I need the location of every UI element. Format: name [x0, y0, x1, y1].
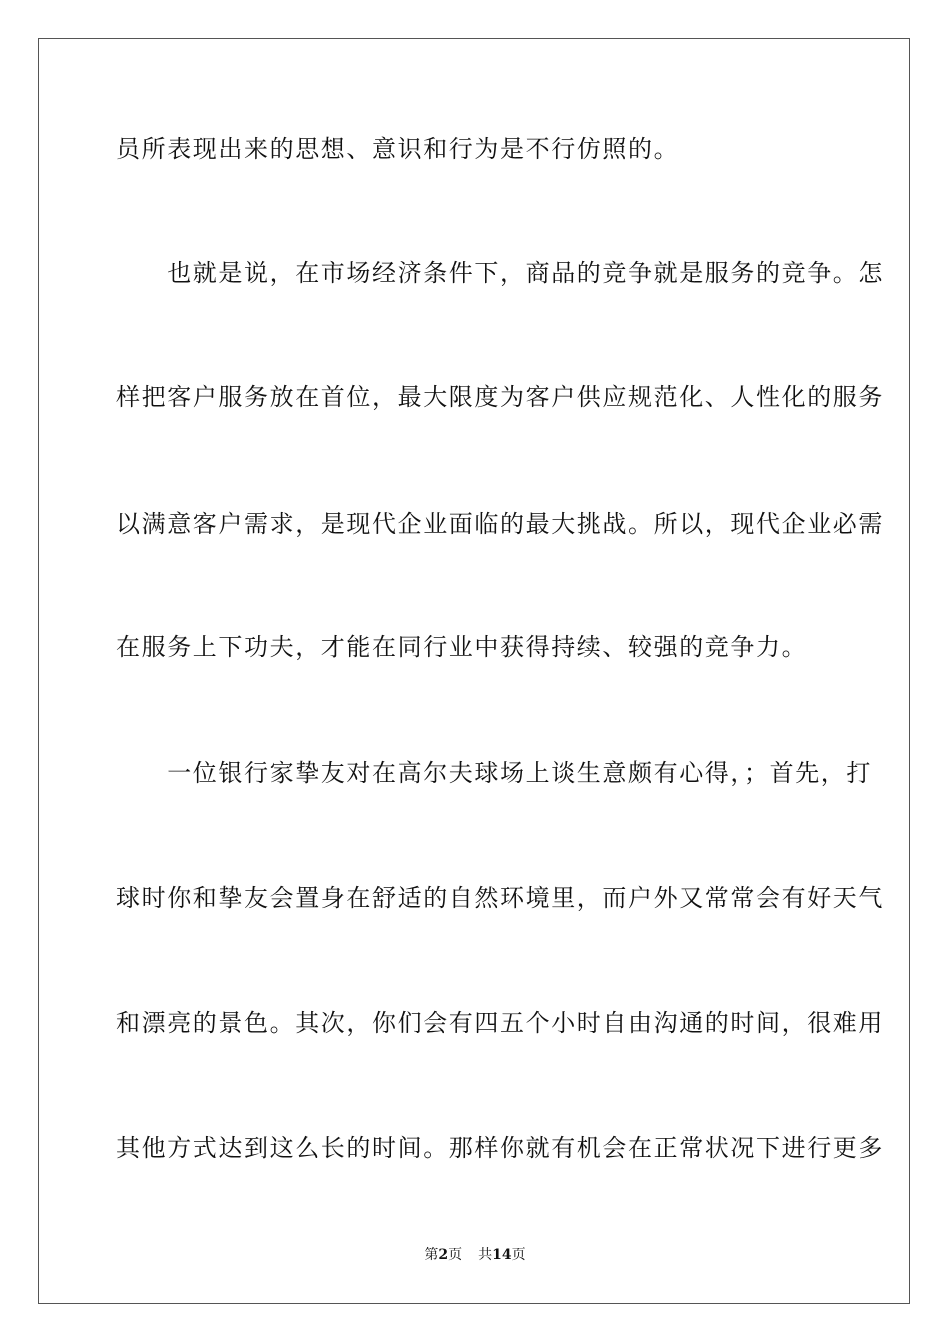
text-line-5: 在服务上下功夫，才能在同行业中获得持续、较强的竞争力。 [116, 633, 808, 661]
total-suffix: 页 [511, 1247, 526, 1263]
total-pages: 14 [492, 1247, 512, 1263]
text-line-1: 员所表现出来的思想、意识和行为是不行仿照的。 [116, 135, 680, 163]
text-line-2: 也就是说，在市场经济条件下，商品的竞争就是服务的竞争。怎 [116, 259, 884, 287]
text-line-4: 以满意客户需求，是现代企业面临的最大挑战。所以，现代企业必需 [116, 510, 884, 538]
text-line-8: 和漂亮的景色。其次，你们会有四五个小时自由沟通的时间，很难用 [116, 1009, 884, 1037]
page-number: 2 [438, 1247, 449, 1263]
text-line-6: 一位银行家挚友对在高尔夫球场上谈生意颇有心得，；首先，打 [116, 759, 872, 787]
page-border [38, 38, 910, 1304]
text-line-9: 其他方式达到这么长的时间。那样你就有机会在正常状况下进行更多 [116, 1134, 884, 1162]
total-prefix: 共 [478, 1247, 493, 1263]
text-line-7: 球时你和挚友会置身在舒适的自然环境里，而户外又常常会有好天气 [116, 884, 884, 912]
text-line-3: 样把客户服务放在首位，最大限度为客户供应规范化、人性化的服务 [116, 383, 884, 411]
page-suffix: 页 [448, 1247, 463, 1263]
page-prefix: 第 [424, 1247, 439, 1263]
page-footer [0, 1246, 950, 1264]
